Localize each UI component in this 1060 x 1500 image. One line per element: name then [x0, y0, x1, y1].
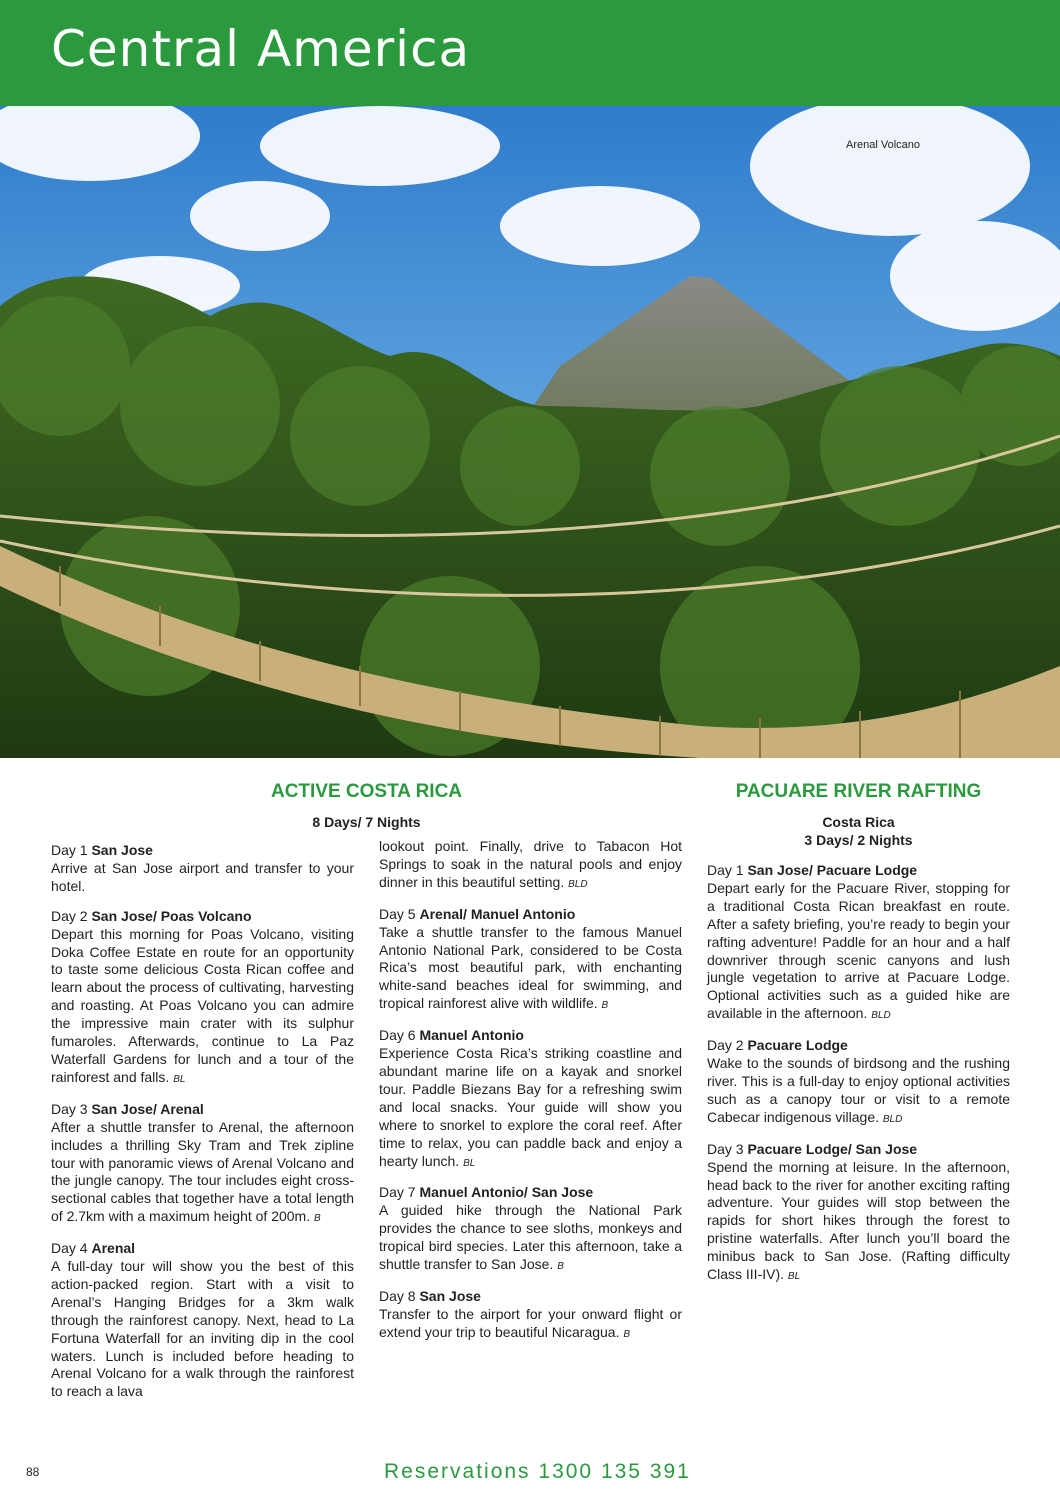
day-place: Pacuare Lodge — [747, 1037, 848, 1054]
itinerary-day — [379, 1288, 682, 1344]
trip1-duration: 8 Days/ 7 Nights — [312, 814, 421, 830]
itinerary-column-2 — [379, 838, 682, 1356]
day-heading — [707, 1141, 1010, 1159]
day-number: Day 2 — [707, 1037, 744, 1054]
day-text: Depart this morning for Poas Volcano, visiting Doka Coffee Estate en route for an opportunity to taste some delicious Costa Rican coffee and learn about the process of cultivating, harvesting and roasting. At Poas Volcano you can admire the impressive main crater with its sulphur fumaroles. Afterwards, continue to La Paz Waterfall Gardens for lunch and a tour of the rainforest and falls. — [51, 925, 354, 1085]
day-heading — [51, 1240, 354, 1258]
meal-code: B — [557, 1261, 564, 1273]
day-heading — [51, 1101, 354, 1119]
meal-code: B — [601, 1000, 609, 1012]
meal-code: BLD — [882, 1113, 903, 1125]
day-place: San Jose — [419, 1287, 481, 1304]
trip2-title: PACUARE RIVER RAFTING — [735, 781, 982, 802]
day-text: Arrive at San Jose airport and transfer to your hotel. — [51, 859, 354, 894]
meal-code: BL — [463, 1157, 476, 1169]
day-place: Manuel Antonio/ San Jose — [419, 1184, 594, 1201]
day-number: Day 3 — [707, 1140, 744, 1157]
itinerary-day — [707, 1141, 1010, 1286]
itinerary-day — [51, 842, 354, 896]
day-text: Transfer to the airport for your onward flight or extend your trip to beautiful Nicaragua. — [379, 1305, 682, 1340]
reservations-phone: Reservations 1300 135 391 — [384, 1460, 691, 1483]
trip1-title: ACTIVE COSTA RICA — [270, 781, 463, 802]
itinerary-day — [707, 1037, 1010, 1129]
day-number: Day 1 — [51, 842, 88, 858]
day-text: After a shuttle transfer to Arenal, the afternoon includes a thrilling Sky Tram and Trek zipline tour with panoramic views of Arenal Volcano and the jungle canopy. The tour includes eight cross-sectional cables that together have a total length of 2.7km with a maximum height of 200m. — [51, 1118, 354, 1225]
itinerary-day — [379, 906, 682, 1015]
meal-code: B — [623, 1328, 631, 1340]
itinerary-day — [51, 1101, 354, 1228]
photo-caption: Arenal Volcano — [846, 139, 920, 151]
meal-code: BLD — [568, 878, 588, 890]
day-heading — [707, 1037, 1010, 1055]
day-place: San Jose — [91, 842, 153, 858]
day-place: San Jose/ Poas Volcano — [91, 907, 252, 924]
itinerary-day — [379, 1184, 682, 1276]
day-text: Depart early for the Pacuare River, stopping for a traditional Costa Rican breakfast en route. After a safety briefing, you’re ready to begin your rafting adventure! Paddle for an hour and a half downriver through scenic canyons and lush jungle vegetation to arrive at Pacuare Lodge. Optional activities such as a guided hike are available in the afternoon. — [707, 879, 1010, 1022]
day-heading — [379, 906, 682, 924]
day-heading — [707, 862, 1010, 880]
day-place: Manuel Antonio — [419, 1027, 524, 1044]
itinerary-column-1 — [51, 838, 354, 1413]
day-heading — [379, 1027, 682, 1045]
meal-code: BLD — [871, 1010, 891, 1022]
itinerary-day-continued — [379, 838, 682, 894]
day-text-part1: A full-day tour will show you the best of this action-packed region. Start with a visit to Arenal’s Hanging Bridges for a 3km walk through the rainforest canopy. Next, head to La Fortuna Waterfall for an inviting dip in the cool waters. Lunch is included before heading to Arenal Volcano for a walk through the rainforest to reach a lava — [51, 1258, 354, 1400]
day-number: Day 3 — [51, 1100, 88, 1117]
day-heading — [51, 908, 354, 926]
meal-code: BL — [787, 1271, 801, 1283]
itinerary-day — [51, 908, 354, 1089]
itinerary-column-3 — [707, 858, 1010, 1298]
meal-code: B — [314, 1213, 321, 1225]
hero-photo — [0, 106, 1060, 758]
day-number: Day 5 — [379, 905, 416, 922]
day-number: Day 1 — [707, 862, 744, 878]
day-heading — [379, 1288, 682, 1306]
day-text: Experience Costa Rica’s striking coastline and abundant marine life on a kayak and snorkel tour. Paddle Biezans Bay for a refreshing swim and local snacks. Your guide will show you where to snorkel to explore the coral reef. After time to relax, you can paddle back and enjoy a hearty lunch. — [379, 1045, 682, 1169]
day-text: Wake to the sounds of birdsong and the rushing river. This is a full-day to enjoy optional activities such as a canopy tour or visit to a remote Cabecar indigenous village. — [707, 1055, 1010, 1125]
trip2-duration: 3 Days/ 2 Nights — [804, 832, 913, 848]
page-number: 88 — [26, 1465, 40, 1479]
day-text: Take a shuttle transfer to the famous Manuel Antonio National Park, considered to be Costa Rica’s most beautiful park, with enchanting white-sand beaches ideal for swimming, and tropical rainforest alive with wildlife. — [379, 923, 682, 1012]
trip2-subtitle — [707, 813, 1010, 849]
page-title: Central America — [51, 20, 471, 78]
day-place: San Jose/ Arenal — [91, 1100, 204, 1117]
day-text: A guided hike through the National Park provides the chance to see sloths, monkeys and tropical bird species. Later this afternoon, take a shuttle transfer to San Jose. — [379, 1202, 682, 1273]
day-number: Day 6 — [379, 1027, 416, 1044]
day-text: Spend the morning at leisure. In the afternoon, head back to the river for another exciting rafting adventure. Your guides will stop between the rapids for short hikes through the forest to pristine waterfalls. After lunch you’ll board the minibus back to San Jose. (Rafting difficulty Class III-IV). — [707, 1158, 1010, 1283]
day-number: Day 4 — [51, 1240, 88, 1257]
day-heading — [379, 1184, 682, 1202]
itinerary-day — [379, 1027, 682, 1172]
day-heading — [51, 842, 354, 860]
day-place: Pacuare Lodge/ San Jose — [747, 1140, 918, 1157]
day-place: Arenal — [91, 1240, 136, 1257]
day-number: Day 8 — [379, 1287, 416, 1304]
day-number: Day 7 — [379, 1184, 416, 1201]
day-number: Day 2 — [51, 907, 88, 924]
day-place: San Jose/ Pacuare Lodge — [747, 862, 918, 878]
meal-code: BL — [173, 1073, 186, 1085]
trip2-country: Costa Rica — [822, 814, 895, 830]
page-header — [0, 0, 1060, 106]
day-place: Arenal/ Manuel Antonio — [419, 905, 576, 922]
itinerary-day — [51, 1240, 354, 1401]
itinerary-day — [707, 862, 1010, 1025]
day-text-part2: lookout point. Finally, drive to Tabacon Hot Springs to soak in the natural pools and enjoy dinner in this beautiful setting. — [379, 838, 682, 890]
